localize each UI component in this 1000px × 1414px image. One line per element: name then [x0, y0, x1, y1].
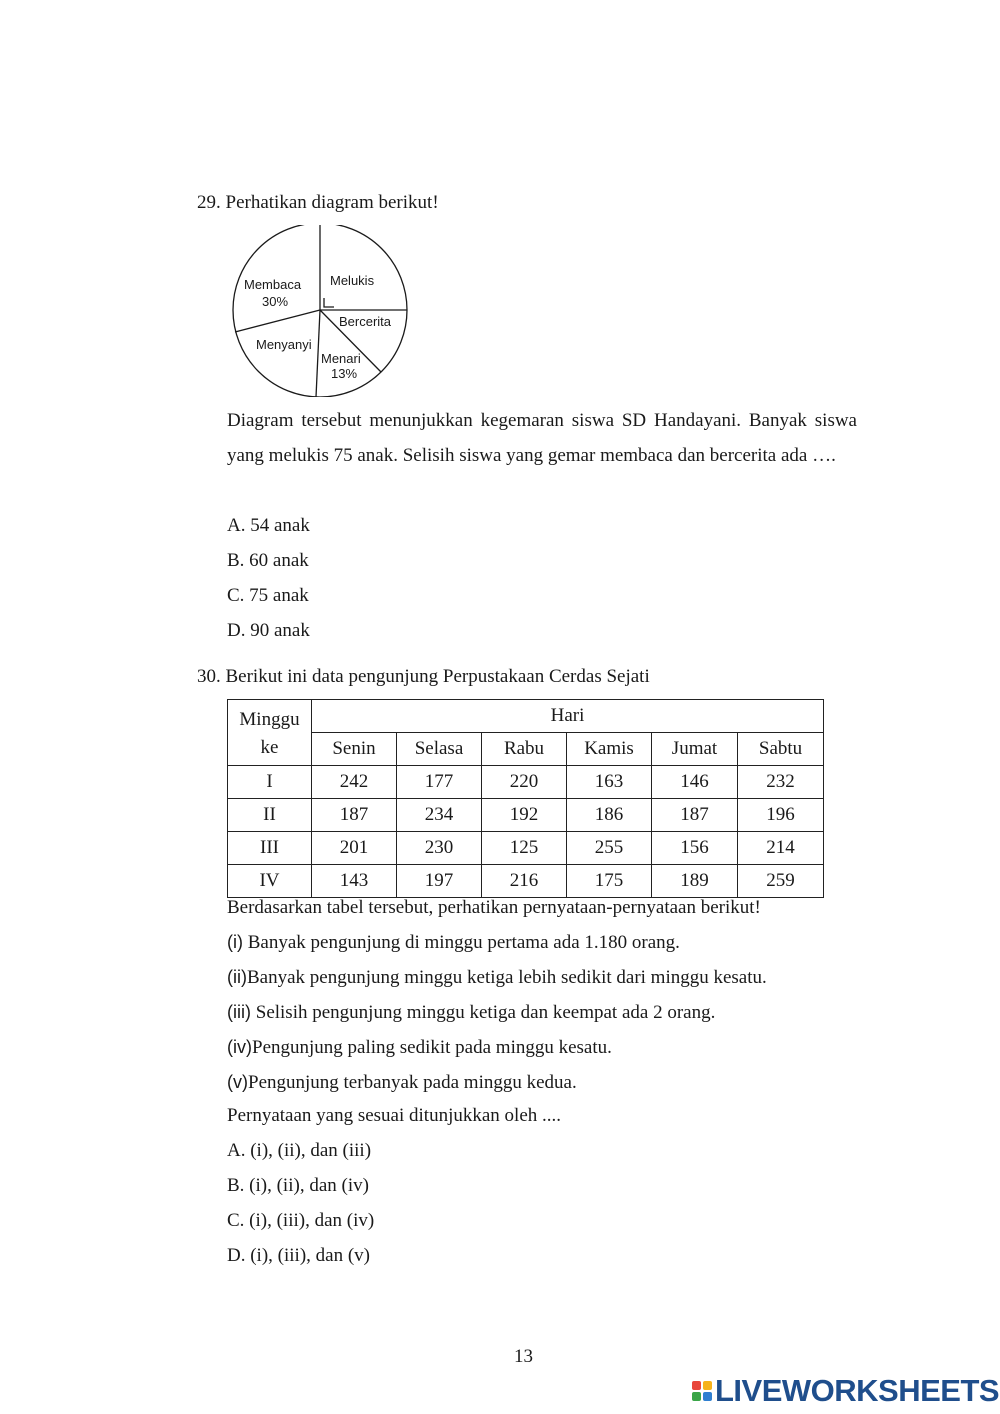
statement-marker: (ii)	[227, 967, 247, 987]
table-cell: 187	[312, 799, 397, 832]
table-cell: 189	[652, 865, 738, 898]
liveworksheets-logo	[692, 1374, 999, 1408]
day-header: Senin	[312, 733, 397, 766]
table-cell: 220	[482, 766, 567, 799]
table-cell: 259	[738, 865, 824, 898]
table-cell: 156	[652, 832, 738, 865]
table-cell: 201	[312, 832, 397, 865]
q29-title: 29. Perhatikan diagram berikut!	[197, 192, 439, 213]
pie-divider-menari-menyanyi	[316, 310, 320, 397]
table-cell: 177	[397, 766, 482, 799]
pie-label-menari: Menari	[321, 351, 361, 366]
q29-paragraph: Diagram tersebut menunjukkan kegemaran siswa SD Handayani. Banyak siswa yang melukis 75 anak. Selisih siswa yang gemar membaca dan bercerita ada ….	[227, 410, 857, 466]
table-row	[228, 766, 824, 799]
pie-label-melukis: Melukis	[330, 273, 375, 288]
table-cell: 232	[738, 766, 824, 799]
statement-marker: (i)	[227, 932, 243, 952]
table-cell: 175	[567, 865, 652, 898]
group-header-hari: Hari	[312, 700, 824, 733]
week-cell: I	[228, 766, 312, 799]
q30-option-b: B. (i), (ii), dan (iv)	[227, 1175, 369, 1196]
table-cell: 242	[312, 766, 397, 799]
table-cell: 196	[738, 799, 824, 832]
day-header: Selasa	[397, 733, 482, 766]
table-cell: 197	[397, 865, 482, 898]
day-header: Rabu	[482, 733, 567, 766]
statement-text: Pengunjung paling sedikit pada minggu kesatu.	[252, 1037, 612, 1058]
table-cell: 187	[652, 799, 738, 832]
row-header-line2: ke	[260, 737, 279, 758]
week-cell: IV	[228, 865, 312, 898]
table-cell: 214	[738, 832, 824, 865]
q30-intro: Berdasarkan tabel tersebut, perhatikan pernyataan-pernyataan berikut!	[227, 897, 761, 918]
pie-value-menari: 13%	[331, 366, 358, 381]
table-cell: 216	[482, 865, 567, 898]
statement-marker: (v)	[227, 1072, 248, 1092]
statement-text: Banyak pengunjung minggu ketiga lebih sedikit dari minggu kesatu.	[247, 967, 767, 988]
pie-value-membaca: 30%	[262, 294, 289, 309]
right-angle-marker	[324, 298, 334, 307]
statement-text: Banyak pengunjung di minggu pertama ada 1.180 orang.	[247, 932, 680, 953]
pie-divider-menyanyi-membaca	[235, 310, 320, 332]
table-cell: 186	[567, 799, 652, 832]
pie-label-menyanyi: Menyanyi	[256, 337, 312, 352]
statement-5	[227, 1070, 577, 1095]
week-cell: II	[228, 799, 312, 832]
day-header: Sabtu	[738, 733, 824, 766]
q29-option-c: C. 75 anak	[227, 585, 309, 606]
visitor-table	[227, 699, 824, 898]
statement-3	[227, 1000, 715, 1025]
statement-text: Pengunjung terbanyak pada minggu kedua.	[248, 1072, 577, 1093]
pie-label-bercerita: Bercerita	[339, 314, 392, 329]
statement-2	[227, 965, 767, 990]
day-header: Kamis	[567, 733, 652, 766]
table-cell: 143	[312, 865, 397, 898]
table-cell: 255	[567, 832, 652, 865]
q30-option-a: A. (i), (ii), dan (iii)	[227, 1140, 372, 1161]
page-number: 13	[514, 1346, 533, 1367]
q29-option-d: D. 90 anak	[227, 620, 310, 641]
logo-text: LIVEWORKSHEETS	[715, 1373, 1000, 1408]
table-cell: 125	[482, 832, 567, 865]
row-header-line1: Minggu	[239, 709, 300, 730]
q30-option-c: C. (i), (iii), dan (iv)	[227, 1210, 375, 1231]
q30-title: 30. Berikut ini data pengunjung Perpustakaan Cerdas Sejati	[197, 666, 650, 687]
q30-option-d: D. (i), (iii), dan (v)	[227, 1245, 370, 1266]
logo-mark-icon	[692, 1381, 712, 1401]
statement-marker: (iv)	[227, 1037, 252, 1057]
table-cell: 230	[397, 832, 482, 865]
statement-4	[227, 1035, 612, 1060]
table-cell: 234	[397, 799, 482, 832]
table-cell: 192	[482, 799, 567, 832]
statement-marker: (iii)	[227, 1002, 251, 1022]
table-cell: 163	[567, 766, 652, 799]
table-row	[228, 832, 824, 865]
week-cell: III	[228, 832, 312, 865]
q30-question: Pernyataan yang sesuai ditunjukkan oleh ....	[227, 1105, 562, 1126]
statement-text: Selisih pengunjung minggu ketiga dan keempat ada 2 orang.	[255, 1002, 716, 1023]
statement-1	[227, 930, 680, 955]
row-header-cell	[228, 700, 312, 766]
pie-chart	[228, 225, 412, 397]
day-header: Jumat	[652, 733, 738, 766]
table-row	[228, 865, 824, 898]
pie-label-membaca: Membaca	[244, 277, 302, 292]
q29-option-b: B. 60 anak	[227, 550, 309, 571]
table-row	[228, 799, 824, 832]
table-cell: 146	[652, 766, 738, 799]
q29-option-a: A. 54 anak	[227, 515, 310, 536]
